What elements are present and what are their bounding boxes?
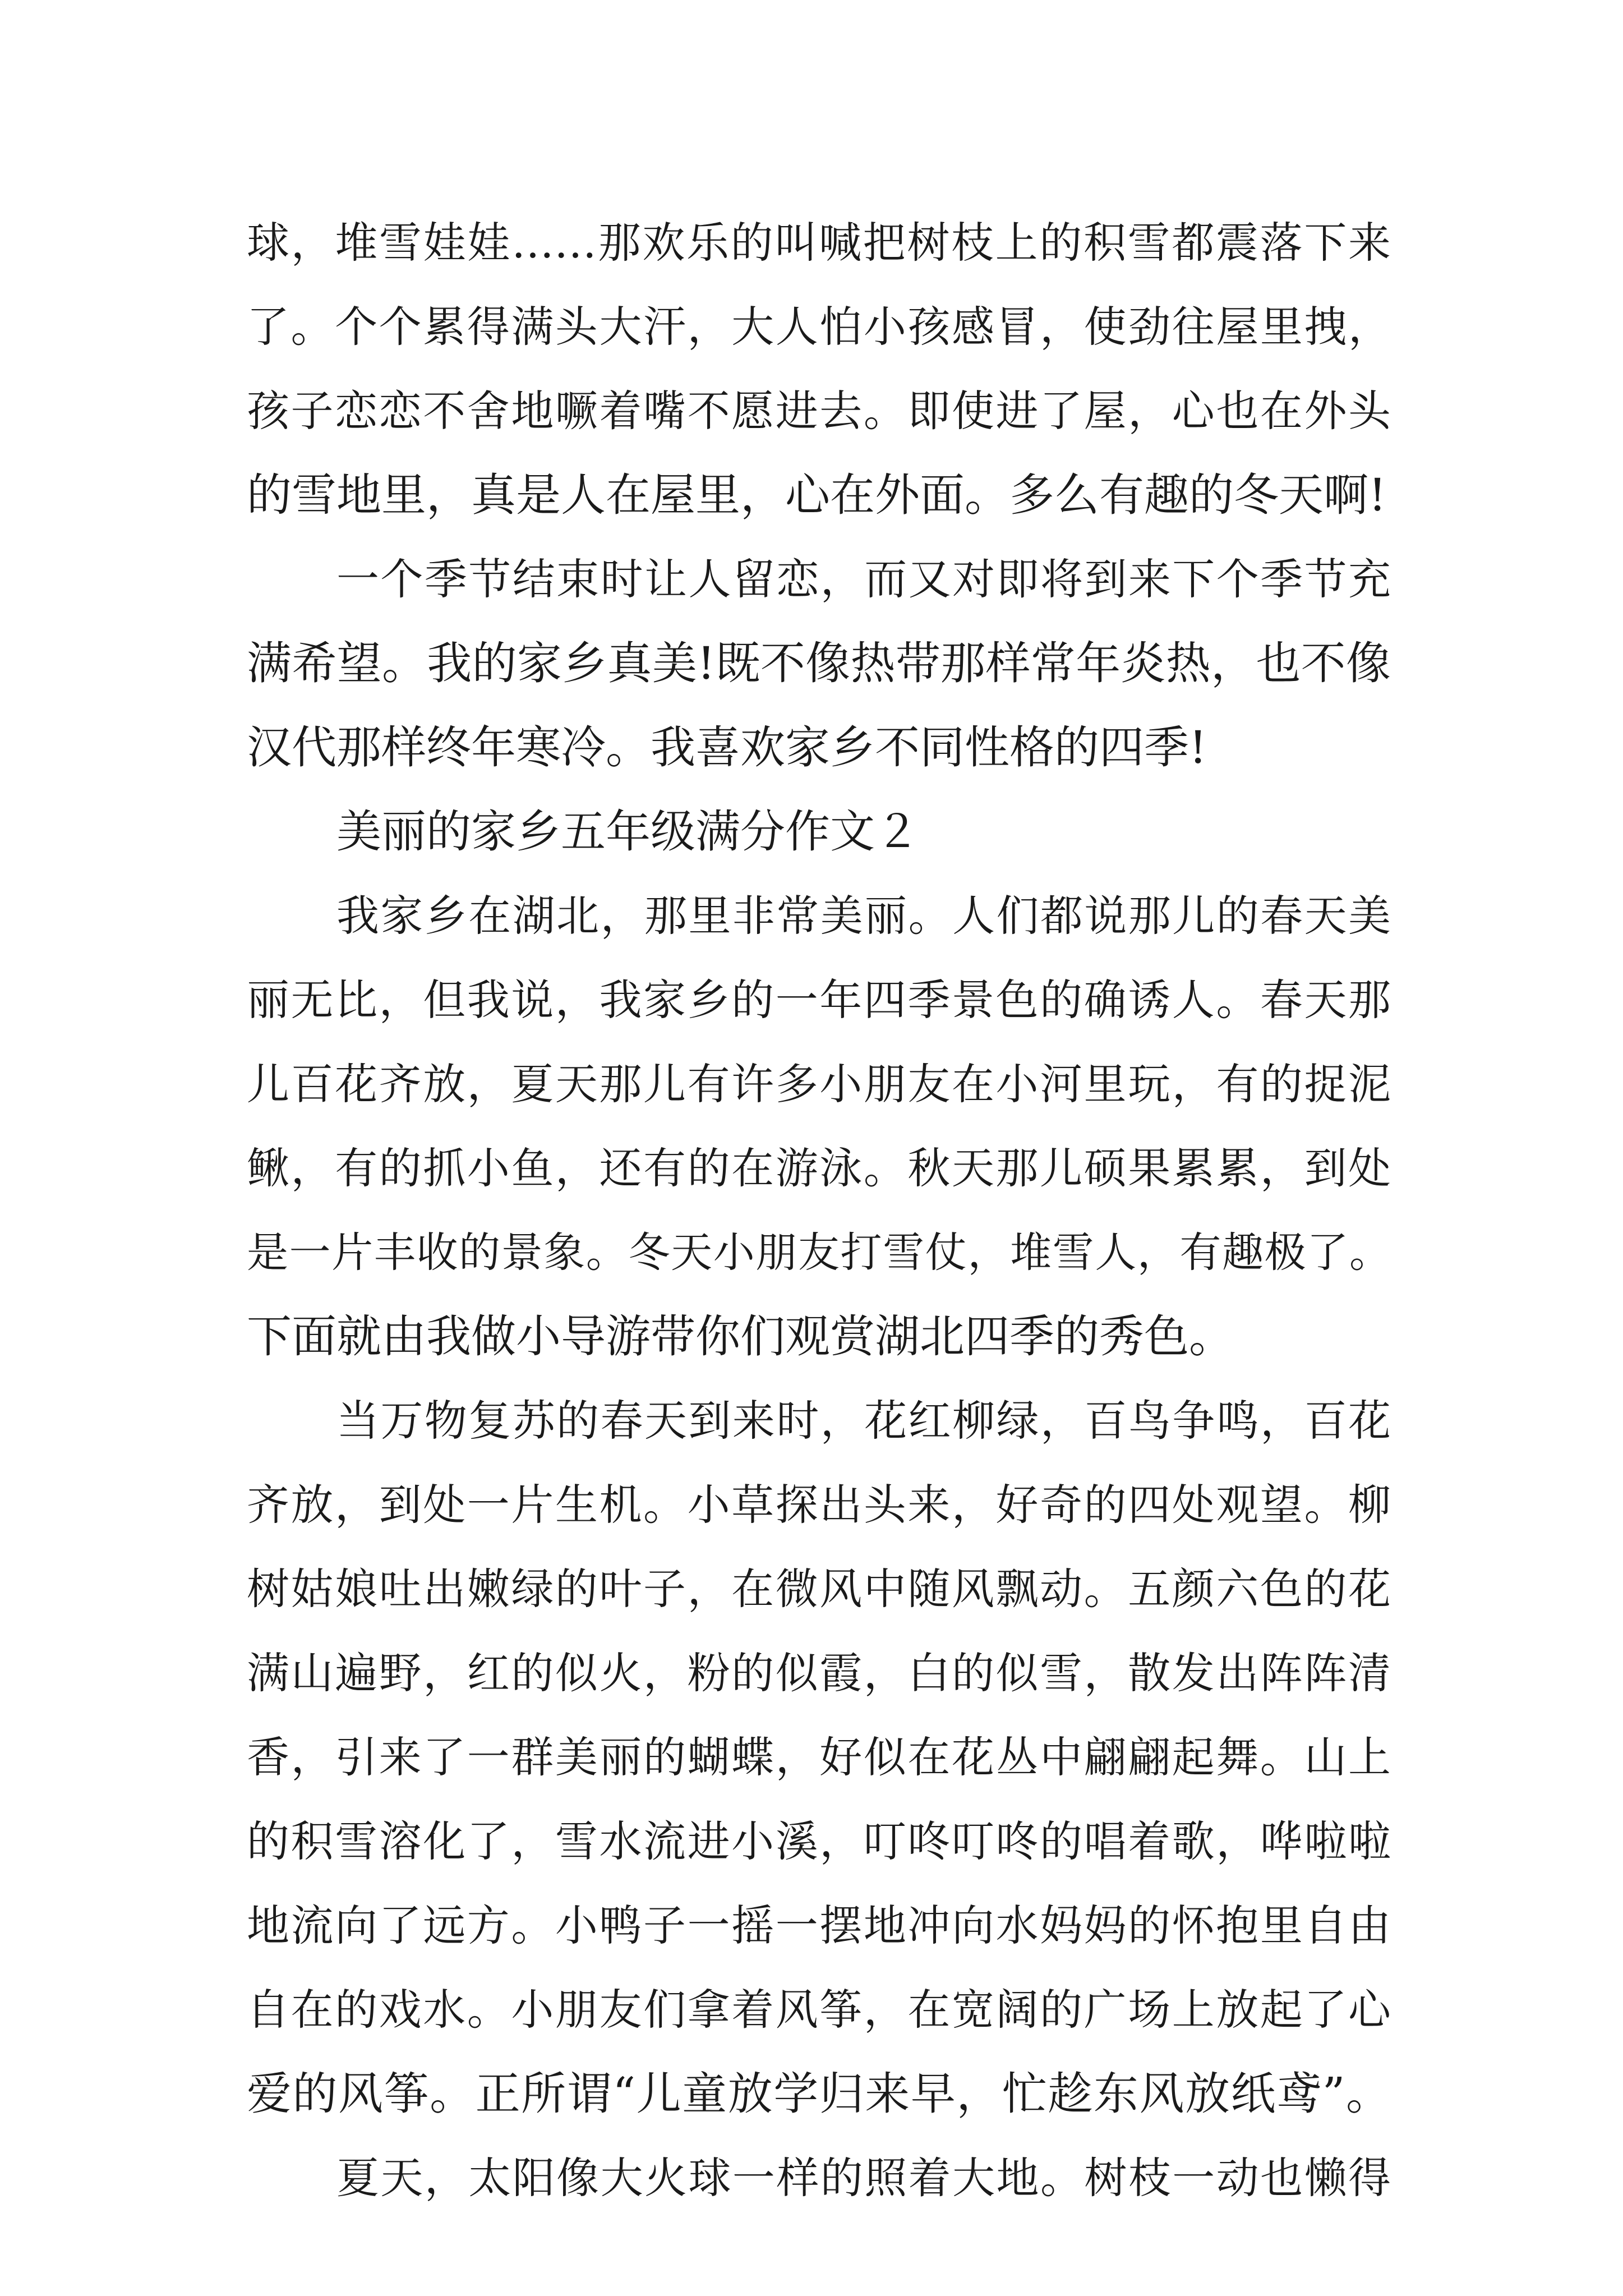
text-line: 汉代那样终年寒冷。我喜欢家乡不同性格的四季! — [247, 721, 1207, 774]
text-line: 孩子恋恋不舍地噘着嘴不愿进去。即使进了屋，心也在外头 — [247, 386, 1391, 436]
text-line: 树姑娘吐出嫩绿的叶子，在微风中随风飘动。五颜六色的花 — [247, 1564, 1391, 1614]
text-line: 下面就由我做小导游带你们观赏湖北四季的秀色。 — [247, 1310, 1234, 1363]
text-line: 夏天，太阳像大火球一样的照着大地。树枝一动也懒得 — [336, 2153, 1391, 2203]
text-line: 球，堆雪娃娃……那欢乐的叫喊把树枝上的积雪都震落下来 — [247, 218, 1391, 268]
text-line: 自在的戏水。小朋友们拿着风筝，在宽阔的广场上放起了心 — [247, 1985, 1391, 2035]
text-line: 地流向了远方。小鸭子一摇一摆地冲向水妈妈的怀抱里自由 — [247, 1901, 1391, 1950]
text-line: 儿百花齐放，夏天那儿有许多小朋友在小河里玩，有的捉泥 — [247, 1059, 1391, 1109]
text-line: 一个季节结束时让人留恋，而又对即将到来下个季节充 — [336, 554, 1391, 604]
text-line: 美丽的家乡五年级满分作文２ — [336, 806, 920, 858]
text-line: 丽无比，但我说，我家乡的一年四季景色的确诱人。春天那 — [247, 975, 1391, 1025]
text-line: 的积雪溶化了，雪水流进小溪，叮咚叮咚的唱着歌，哗啦啦 — [247, 1816, 1391, 1866]
text-line: 齐放，到处一片生机。小草探出头来，好奇的四处观望。柳 — [247, 1480, 1391, 1530]
text-line: 香，引来了一群美丽的蝴蝶，好似在花丛中翩翩起舞。山上 — [247, 1732, 1391, 1782]
text-line: 满希望。我的家乡真美!既不像热带那样常年炎热，也不像 — [247, 637, 1391, 689]
text-line: 我家乡在湖北，那里非常美丽。人们都说那儿的春天美 — [336, 891, 1391, 941]
text-line: 鳅，有的抓小鱼，还有的在游泳。秋天那儿硕果累累，到处 — [247, 1143, 1391, 1193]
text-line: 了。个个累得满头大汗，大人怕小孩感冒，使劲往屋里拽， — [247, 302, 1391, 352]
document-body — [247, 201, 1391, 2220]
text-line: 满山遍野，红的似火，粉的似霞，白的似雪，散发出阵阵清 — [247, 1648, 1391, 1698]
text-line: 的雪地里，真是人在屋里，心在外面。多么有趣的冬天啊! — [247, 469, 1387, 521]
text-line: 是一片丰收的景象。冬天小朋友打雪仗，堆雪人，有趣极了。 — [247, 1228, 1391, 1277]
text-line: 当万物复苏的春天到来时，花红柳绿，百鸟争鸣，百花 — [336, 1396, 1391, 1446]
text-line: 爱的风筝。正所谓“儿童放学归来早，忙趁东风放纸鸢”。 — [247, 2068, 1391, 2120]
